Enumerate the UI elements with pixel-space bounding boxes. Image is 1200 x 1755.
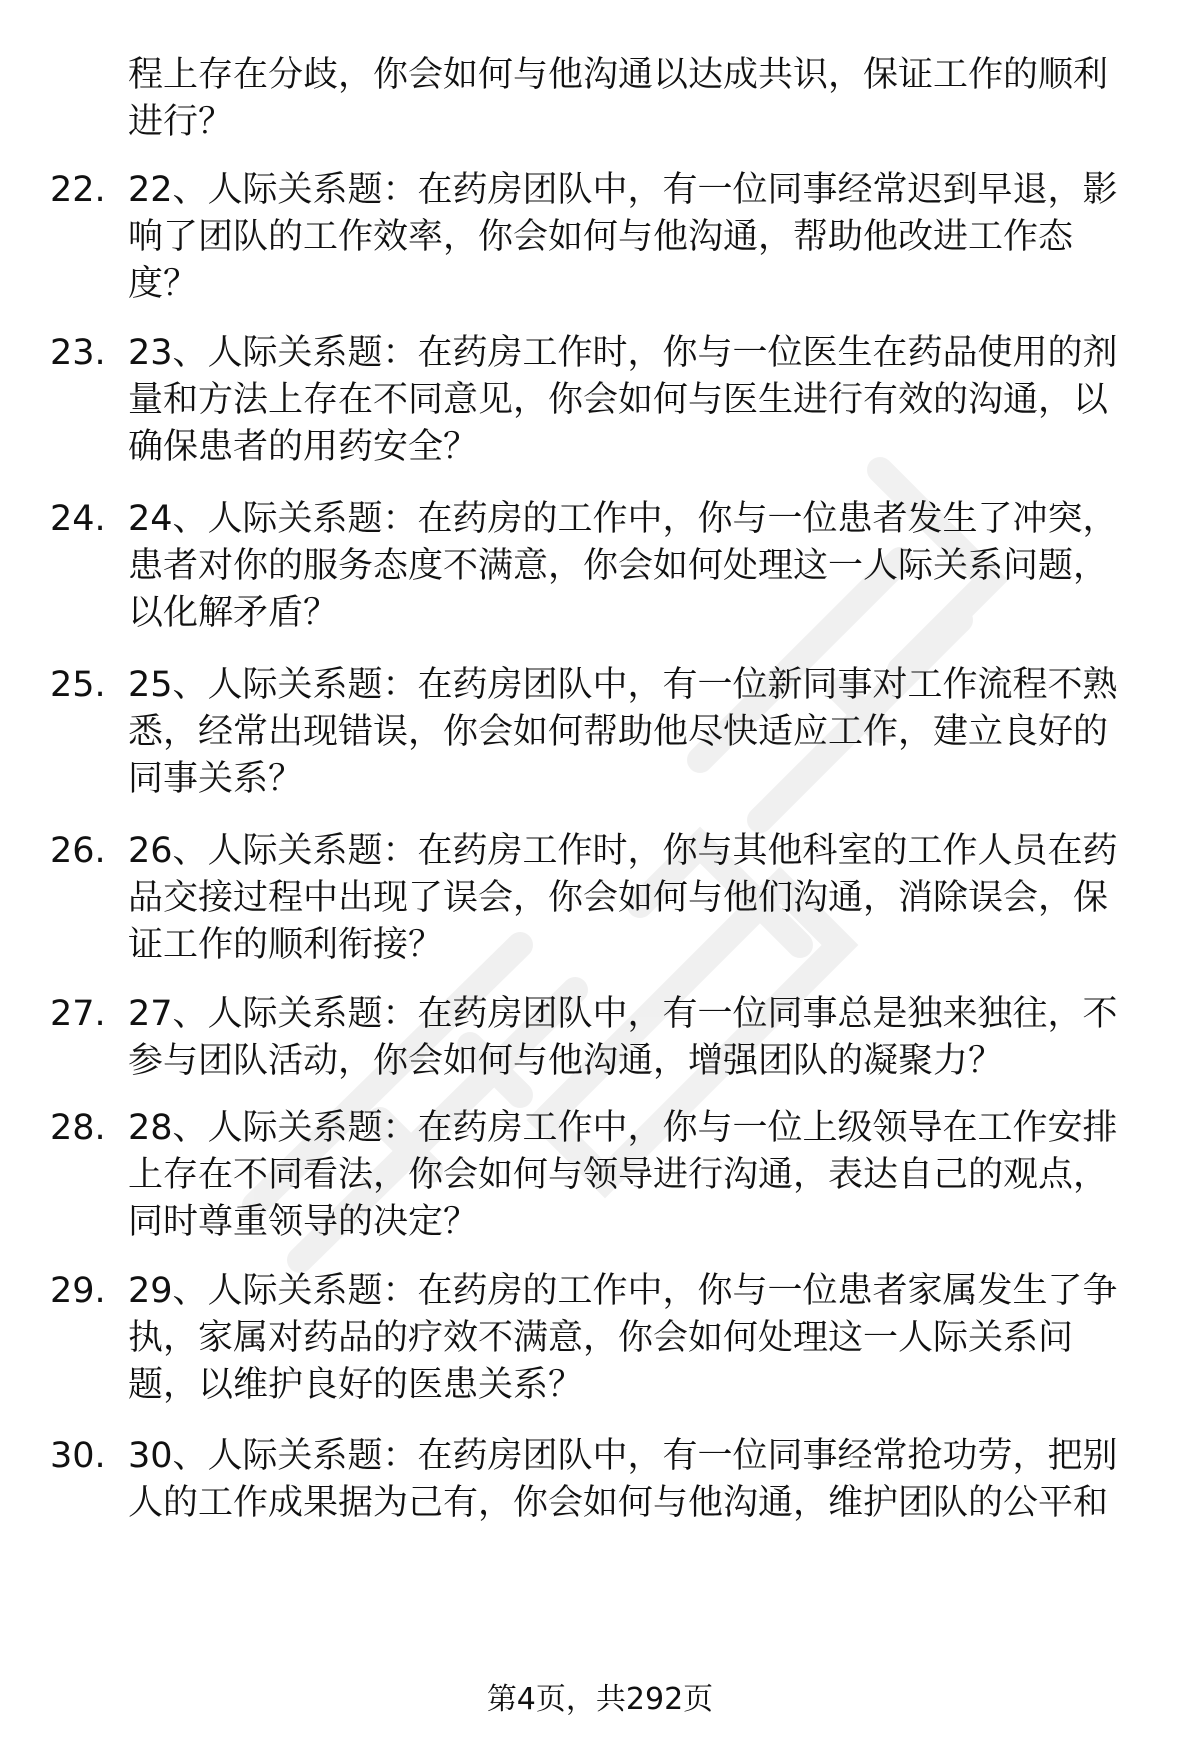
question-line: 响了团队的工作效率，你会如何与他沟通，帮助他改进工作态 (128, 217, 1074, 257)
question-line: 同时尊重领导的决定？ (128, 1202, 479, 1242)
question-number: 26. (50, 831, 106, 871)
question-line: 度？ (128, 264, 199, 304)
question-line: 25、人际关系题：在药房团队中，有一位新同事对工作流程不熟 (128, 665, 1118, 705)
question-number: 24. (50, 499, 106, 539)
question-line: 26、人际关系题：在药房工作时，你与其他科室的工作人员在药 (128, 831, 1118, 871)
question-line: 28、人际关系题：在药房工作中，你与一位上级领导在工作安排 (128, 1108, 1118, 1148)
question-line: 24、人际关系题：在药房的工作中，你与一位患者发生了冲突， (128, 499, 1118, 539)
question-text (128, 496, 1148, 637)
question-text (128, 167, 1148, 308)
question-text (128, 1105, 1148, 1246)
question-line: 品交接过程中出现了误会，你会如何与他们沟通，消除误会，保 (128, 878, 1109, 918)
question-line: 证工作的顺利衔接？ (128, 925, 444, 965)
question-line: 22、人际关系题：在药房团队中，有一位同事经常迟到早退，影 (128, 170, 1118, 210)
question-line: 29、人际关系题：在药房的工作中，你与一位患者家属发生了争 (128, 1271, 1118, 1311)
question-line: 上存在不同看法，你会如何与领导进行沟通，表达自己的观点， (128, 1155, 1109, 1195)
question-line: 人的工作成果据为己有，你会如何与他沟通，维护团队的公平和 (128, 1483, 1109, 1523)
question-line: 参与团队活动，你会如何与他沟通，增强团队的凝聚力？ (128, 1041, 1004, 1081)
question-text (128, 1433, 1148, 1527)
question-text (128, 1268, 1148, 1409)
question-number: 28. (50, 1108, 106, 1148)
question-text (128, 330, 1148, 471)
question-number: 23. (50, 333, 106, 373)
page-footer: 第4页，共292页 (486, 1682, 714, 1717)
question-text (128, 991, 1148, 1085)
question-line: 患者对你的服务态度不满意，你会如何处理这一人际关系问题， (128, 546, 1109, 586)
question-number: 22. (50, 170, 106, 210)
question-number: 29. (50, 1271, 106, 1311)
question-number: 25. (50, 665, 106, 705)
question-text (128, 828, 1148, 969)
question-line: 悉，经常出现错误，你会如何帮助他尽快适应工作，建立良好的 (128, 712, 1109, 752)
question-number: 27. (50, 994, 106, 1034)
question-line: 27、人际关系题：在药房团队中，有一位同事总是独来独往，不 (128, 994, 1118, 1034)
question-line: 30、人际关系题：在药房团队中，有一位同事经常抢功劳，把别 (128, 1436, 1118, 1476)
question-line: 23、人际关系题：在药房工作时，你与一位医生在药品使用的剂 (128, 333, 1118, 373)
question-line: 执，家属对药品的疗效不满意，你会如何处理这一人际关系问 (128, 1318, 1074, 1358)
continuation-line: 进行？ (128, 102, 234, 142)
question-line: 题，以维护良好的医患关系？ (128, 1365, 584, 1405)
question-line: 量和方法上存在不同意见，你会如何与医生进行有效的沟通，以 (128, 380, 1109, 420)
question-line: 以化解矛盾？ (128, 593, 339, 633)
question-line: 确保患者的用药安全？ (128, 427, 479, 467)
question-number: 30. (50, 1436, 106, 1476)
question-line: 同事关系？ (128, 759, 304, 799)
continuation-line: 程上存在分歧，你会如何与他沟通以达成共识，保证工作的顺利 (128, 55, 1109, 95)
question-text (128, 662, 1148, 803)
